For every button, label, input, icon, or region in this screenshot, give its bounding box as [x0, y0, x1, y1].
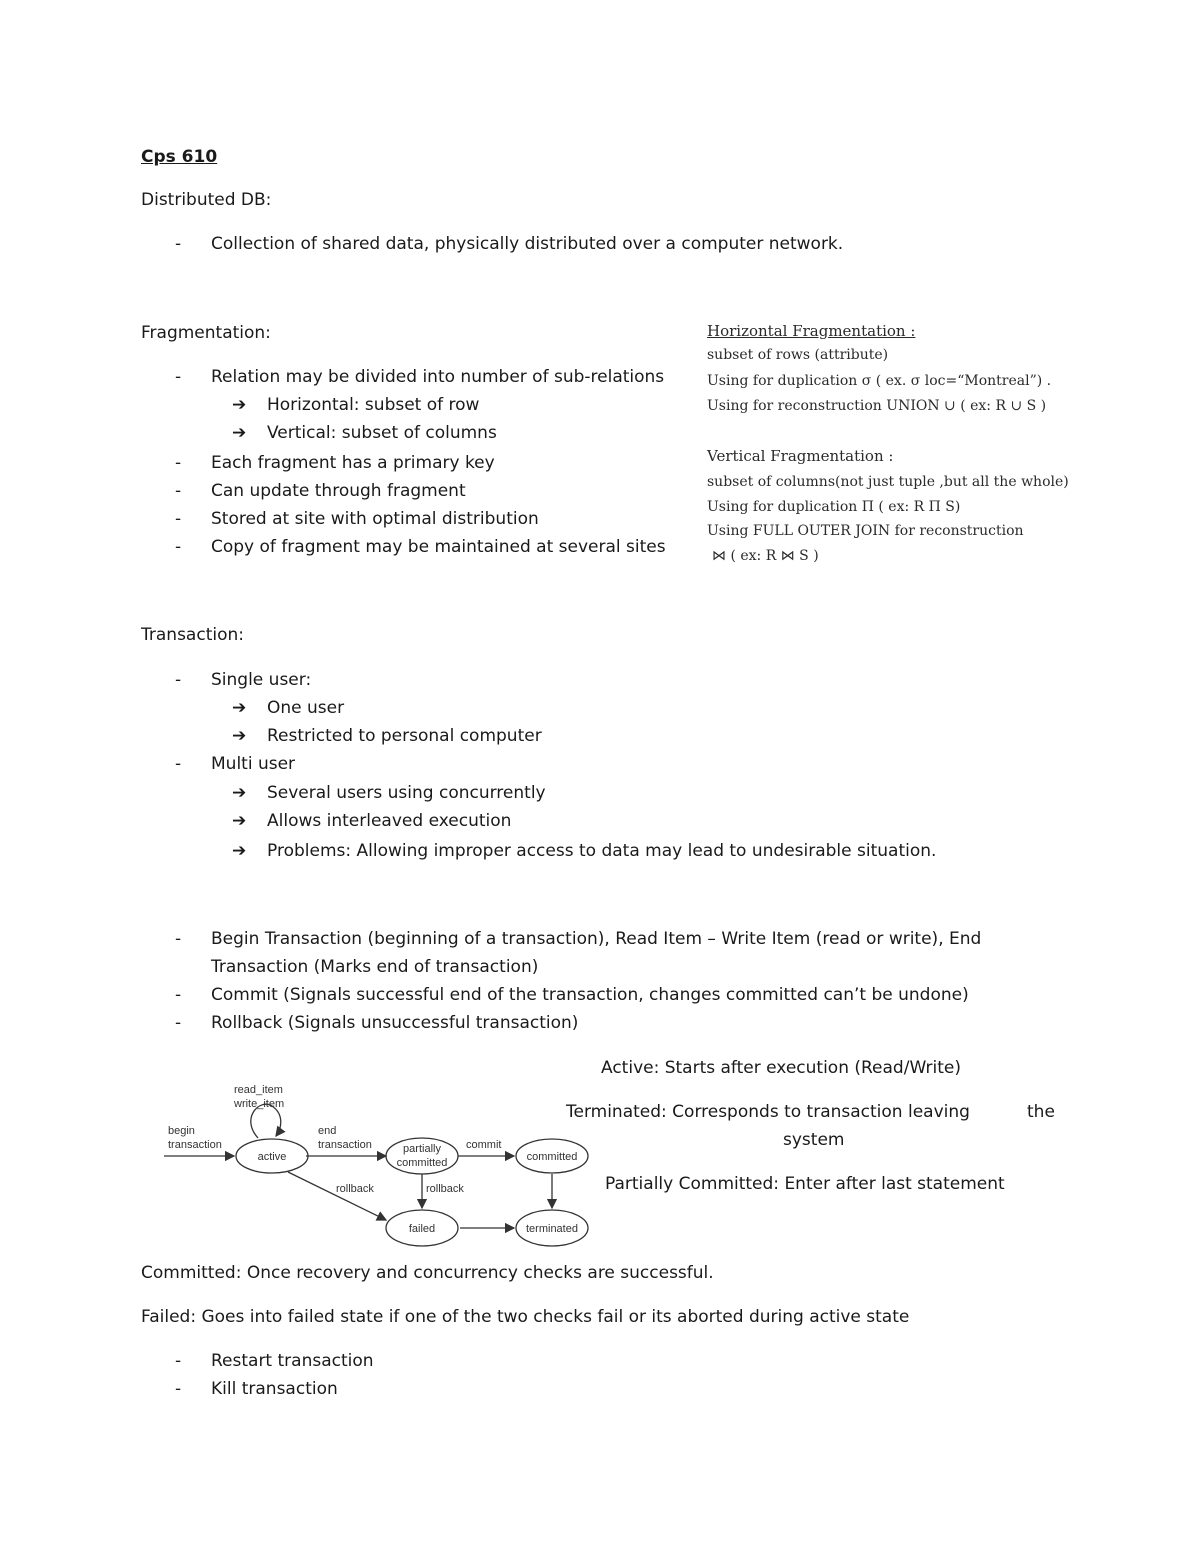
trans-several: Several users using concurrently	[267, 783, 546, 803]
ops-begin-line2: Transaction (Marks end of transaction)	[211, 957, 539, 977]
arrow-icon: ➔	[232, 698, 247, 718]
failed-restart: Restart transaction	[211, 1351, 374, 1371]
node-active-label: active	[257, 1151, 287, 1163]
state-terminated-line1: Terminated: Corresponds to transaction leaving	[566, 1102, 970, 1122]
edge-end-label-2: transaction	[318, 1139, 372, 1151]
bullet-dash: -	[175, 537, 182, 557]
arrow-icon: ➔	[232, 841, 247, 861]
bullet-dash: -	[175, 453, 182, 473]
side-note-v3: Using FULL OUTER JOIN for reconstruction	[707, 523, 1024, 539]
edge-loop-label-2: write_item	[234, 1098, 285, 1110]
ops-begin-line1: Begin Transaction (beginning of a transaction), Read Item – Write Item (read or write), End	[211, 929, 982, 949]
side-note-v4: ⋈ ( ex: R ⋈ S )	[712, 548, 819, 564]
frag-relation: Relation may be divided into number of sub-relations	[211, 367, 665, 387]
frag-horizontal: Horizontal: subset of row	[267, 395, 480, 415]
trans-restricted: Restricted to personal computer	[267, 726, 542, 746]
side-note-v-title: Vertical Fragmentation :	[707, 447, 894, 465]
node-partial-label-1: partially	[403, 1143, 441, 1155]
failed-kill: Kill transaction	[211, 1379, 338, 1399]
bullet-dash: -	[175, 1379, 182, 1399]
arrow-icon: ➔	[232, 423, 247, 443]
frag-primary-key: Each fragment has a primary key	[211, 453, 495, 473]
transaction-state-diagram	[160, 1078, 600, 1254]
state-failed: Failed: Goes into failed state if one of the two checks fail or its aborted during active state	[141, 1307, 910, 1327]
arrow-icon: ➔	[232, 811, 247, 831]
distributed-heading: Distributed DB:	[141, 190, 272, 210]
bullet-dash: -	[175, 1351, 182, 1371]
node-partial-label-2: committed	[396, 1157, 448, 1169]
state-committed: Committed: Once recovery and concurrency checks are successful.	[141, 1263, 714, 1283]
edge-commit-label: commit	[466, 1139, 502, 1151]
state-terminated-the: the	[1027, 1102, 1055, 1122]
side-note-h3: Using for reconstruction UNION ∪ ( ex: R ∪ S )	[707, 398, 1047, 414]
ops-rollback: Rollback (Signals unsuccessful transaction)	[211, 1013, 579, 1033]
bullet-dash: -	[175, 234, 182, 254]
doc-title: Cps 610	[141, 147, 218, 167]
trans-multi: Multi user	[211, 754, 296, 774]
distributed-item: Collection of shared data, physically distributed over a computer network.	[211, 234, 844, 254]
state-partial: Partially Committed: Enter after last statement	[605, 1174, 1005, 1194]
bullet-dash: -	[175, 481, 182, 501]
frag-stored: Stored at site with optimal distribution	[211, 509, 539, 529]
arrow-icon: ➔	[232, 726, 247, 746]
trans-one-user: One user	[267, 698, 345, 718]
frag-update: Can update through fragment	[211, 481, 466, 501]
bullet-dash: -	[175, 367, 182, 387]
ops-commit: Commit (Signals successful end of the transaction, changes committed can’t be undone)	[211, 985, 969, 1005]
edge-rollback-label-a: rollback	[336, 1183, 374, 1195]
edge-loop-label-1: read_item	[234, 1084, 283, 1096]
bullet-dash: -	[175, 509, 182, 529]
edge-end-label-1: end	[318, 1125, 337, 1137]
edge-rollback-active	[288, 1172, 386, 1220]
bullet-dash: -	[175, 1013, 182, 1033]
bullet-dash: -	[175, 754, 182, 774]
edge-rollback-label-b: rollback	[426, 1183, 464, 1195]
edge-begin-label-2: transaction	[168, 1139, 222, 1151]
edge-begin-label-1: begin	[168, 1125, 195, 1137]
frag-copy: Copy of fragment may be maintained at several sites	[211, 537, 666, 557]
node-committed-label: committed	[526, 1151, 578, 1163]
transaction-heading: Transaction:	[141, 625, 244, 645]
arrow-icon: ➔	[232, 783, 247, 803]
bullet-dash: -	[175, 985, 182, 1005]
side-note-h2: Using for duplication σ ( ex. σ loc=“Montreal”) .	[707, 373, 1052, 389]
bullet-dash: -	[175, 670, 182, 690]
side-note-h-title: Horizontal Fragmentation :	[707, 322, 916, 340]
side-note-v1: subset of columns(not just tuple ,but all the whole)	[707, 474, 1069, 490]
trans-problems: Problems: Allowing improper access to data may lead to undesirable situation.	[267, 841, 937, 861]
state-active: Active: Starts after execution (Read/Write)	[601, 1058, 961, 1078]
arrow-icon: ➔	[232, 395, 247, 415]
side-note-h1: subset of rows (attribute)	[707, 347, 889, 363]
node-failed-label: failed	[408, 1223, 436, 1235]
trans-interleaved: Allows interleaved execution	[267, 811, 512, 831]
state-terminated-line2: system	[783, 1130, 845, 1150]
fragmentation-heading: Fragmentation:	[141, 323, 271, 343]
bullet-dash: -	[175, 929, 182, 949]
frag-vertical: Vertical: subset of columns	[267, 423, 497, 443]
trans-single: Single user:	[211, 670, 312, 690]
node-terminated-label: terminated	[526, 1223, 578, 1235]
side-note-v2: Using for duplication Π ( ex: R Π S)	[707, 499, 961, 515]
